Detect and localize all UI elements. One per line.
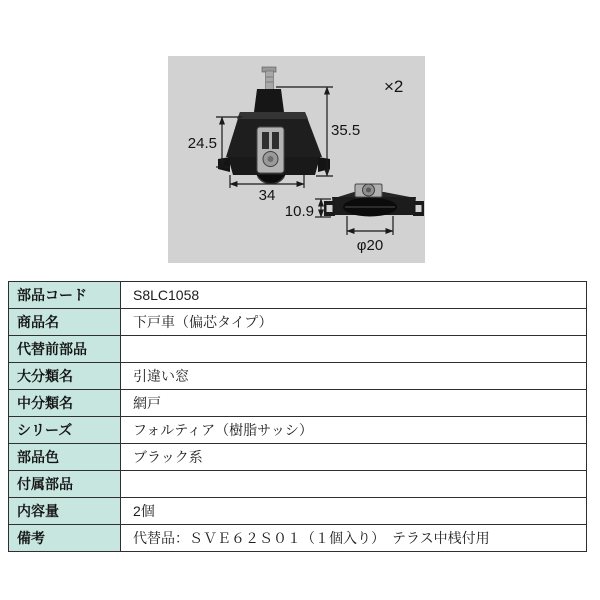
spec-row-previous-part: [9, 336, 587, 363]
spec-row-middle-category: [9, 390, 587, 417]
spec-row-product-name: [9, 309, 587, 336]
spec-label-accessory-parts: 付属部品: [9, 471, 121, 498]
spec-label-remarks: 備考: [9, 525, 121, 552]
spec-label-previous-part: 代替前部品: [9, 336, 121, 363]
spec-value-previous-part: [121, 336, 587, 363]
spec-row-remarks: [9, 525, 587, 552]
spec-row-major-category: [9, 363, 587, 390]
spec-value-remarks: 代替品：ＳＶＥ６２Ｓ０１（１個入り） テラス中桟付用: [121, 525, 587, 552]
quantity-label: ×2: [384, 77, 404, 96]
front-view-drawing: [218, 67, 330, 184]
spec-label-part-color: 部品色: [9, 444, 121, 471]
spec-value-product-name: 下戸車（偏芯タイプ）: [121, 309, 587, 336]
dimension-wheel-diameter: φ20: [356, 237, 384, 254]
stem: [254, 89, 284, 112]
left-wing: [218, 157, 230, 172]
spec-label-middle-category: 中分類名: [9, 390, 121, 417]
dimension-body-width: 34: [258, 187, 276, 204]
side-view-drawing: [324, 184, 424, 217]
spec-label-product-name: 商品名: [9, 309, 121, 336]
spec-table: [8, 281, 587, 552]
spec-value-series: フォルティア（樹脂サッシ）: [121, 417, 587, 444]
spec-value-part-color: ブラック系: [121, 444, 587, 471]
dimension-total-height: 35.5: [331, 122, 361, 139]
spec-value-middle-category: 網戸: [121, 390, 587, 417]
spec-label-series: シリーズ: [9, 417, 121, 444]
spec-row-part-code: [9, 282, 587, 309]
dimension-side-height: 10.9: [284, 203, 314, 220]
spec-label-part-code: 部品コード: [9, 282, 121, 309]
dimension-body-height: 24.5: [187, 135, 217, 152]
spec-label-quantity: 内容量: [9, 498, 121, 525]
spec-value-major-category: 引違い窓: [121, 363, 587, 390]
spec-row-accessory-parts: [9, 471, 587, 498]
spec-value-part-code: S8LC1058: [121, 282, 587, 309]
spec-value-accessory-parts: [121, 471, 587, 498]
technical-diagram-panel: [168, 56, 425, 263]
spec-row-part-color: [9, 444, 587, 471]
roller-part-drawing: [168, 56, 425, 263]
spec-label-major-category: 大分類名: [9, 363, 121, 390]
spec-value-quantity: 2個: [121, 498, 587, 525]
right-wing: [318, 157, 330, 172]
spec-row-quantity: [9, 498, 587, 525]
pin-shaft: [266, 71, 274, 90]
spec-row-series: [9, 417, 587, 444]
